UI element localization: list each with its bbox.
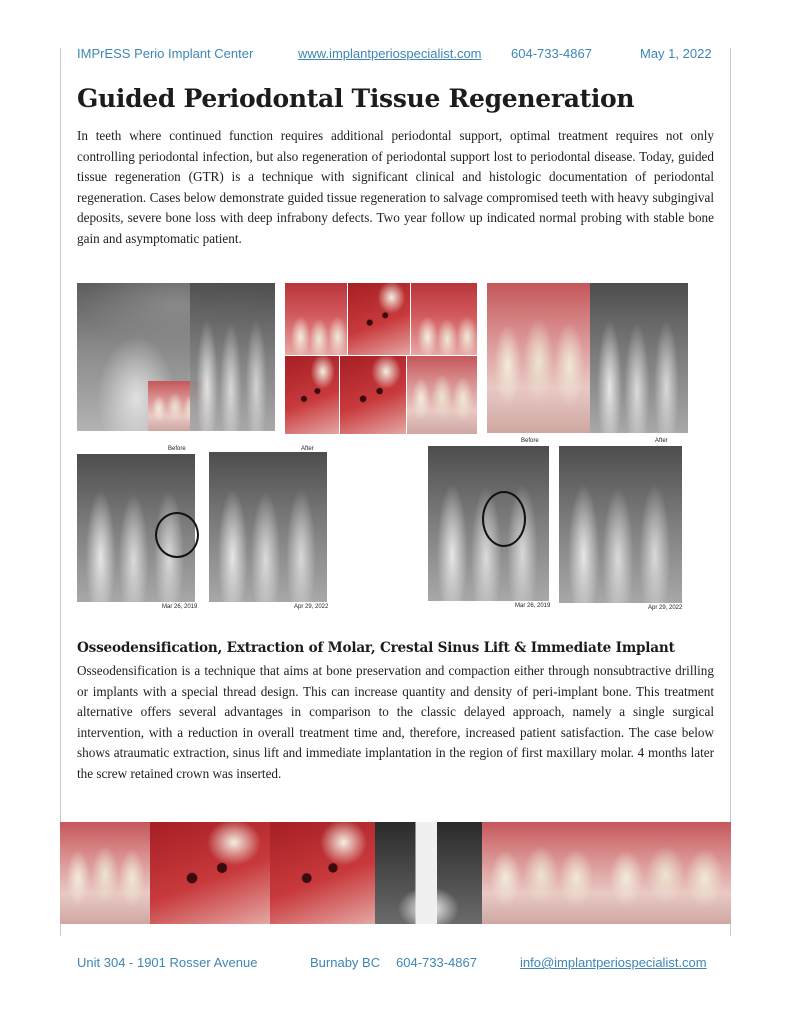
website-link[interactable]: www.implantperiospecialist.com [298, 46, 482, 61]
left-margin-rule [60, 48, 61, 936]
implant-xray-photo [375, 822, 482, 924]
gtr-probing-xray [590, 283, 688, 433]
gtr-surgery-step-2 [348, 283, 410, 355]
gtr-xray-after-image [190, 283, 275, 431]
header-phone: 604-733-4867 [511, 46, 592, 61]
case1-after-date: Apr 29, 2022 [294, 604, 329, 610]
footer-email-link[interactable]: info@implantperiospecialist.com [520, 955, 707, 970]
header-date: May 1, 2022 [640, 46, 712, 61]
case2-after-label: After [655, 438, 668, 444]
center-name: IMPrESS Perio Implant Center [77, 46, 254, 61]
case1-before-date: Mar 26, 2019 [162, 604, 198, 610]
gtr-paragraph: In teeth where continued function requires additional periodontal support, optimal treatment requires not only controlling periodontal infection, but also regeneration of periodontal support lost to periodontal disease. Today, guided tissue regeneration (GTR) is a technique with significant clinical and histologic documentation of periodontal regeneration. Cases below demonstrate guided tissue regeneration to salvage compromised teeth with heavy subgingival deposits, severe bone loss with deep infrabony defects. Two year follow up indicated normal probing with stable bone gain and asymptomatic patient. [77, 128, 714, 246]
page-footer [0, 955, 791, 975]
section2-heading: Osseodensification, Extraction of Molar, Crestal Sinus Lift & Immediate Implant [77, 640, 675, 656]
footer-city: Burnaby BC [310, 955, 381, 970]
footer-address: Unit 304 - 1901 Rosser Avenue [77, 955, 258, 970]
implant-step-1-photo [60, 822, 150, 924]
osseodensification-paragraph: Osseodensification is a technique that aims at bone preservation and compaction either through nonsubtractive drilling or implants with a special thread design. This can increase quantity and density of peri-implant bone. This treatment alternative offers several advantages in comparison to the classic delayed approach, namely a single surgical intervention, with a reduction in overall treatment time and, therefore, increased patient satisfaction. The case below shows atraumatic extraction, sinus lift and immediate implantation in the region of first maxillary molar. 4 months later the screw retained crown was inserted. [77, 663, 714, 781]
footer-phone: 604-733-4867 [396, 955, 477, 970]
page-header [0, 46, 791, 66]
case1-after-xray [209, 452, 327, 602]
gtr-surgery-step-4 [285, 356, 339, 434]
gtr-surgery-step-5 [340, 356, 406, 434]
case2-after-xray [559, 446, 682, 603]
case1-before-label: Before [168, 446, 186, 452]
implant-step-5-photo [482, 822, 600, 924]
case2-defect-circle [482, 491, 526, 547]
gtr-surgery-step-6 [407, 356, 477, 434]
gtr-probing-photo [487, 283, 590, 433]
gtr-surgery-step-3 [411, 283, 477, 355]
implant-final-crown-photo [600, 822, 731, 924]
case1-after-label: After [301, 446, 314, 452]
case2-before-date: Mar 26, 2019 [515, 603, 551, 609]
implant-step-3-photo [270, 822, 375, 924]
page-title: Guided Periodontal Tissue Regeneration [77, 84, 635, 113]
case2-before-label: Before [521, 438, 539, 444]
case1-defect-circle [155, 512, 199, 558]
gtr-surgery-step-1 [285, 283, 347, 355]
right-margin-rule [730, 48, 731, 936]
case2-after-date: Apr 29, 2022 [648, 605, 683, 611]
implant-step-2-photo [150, 822, 270, 924]
